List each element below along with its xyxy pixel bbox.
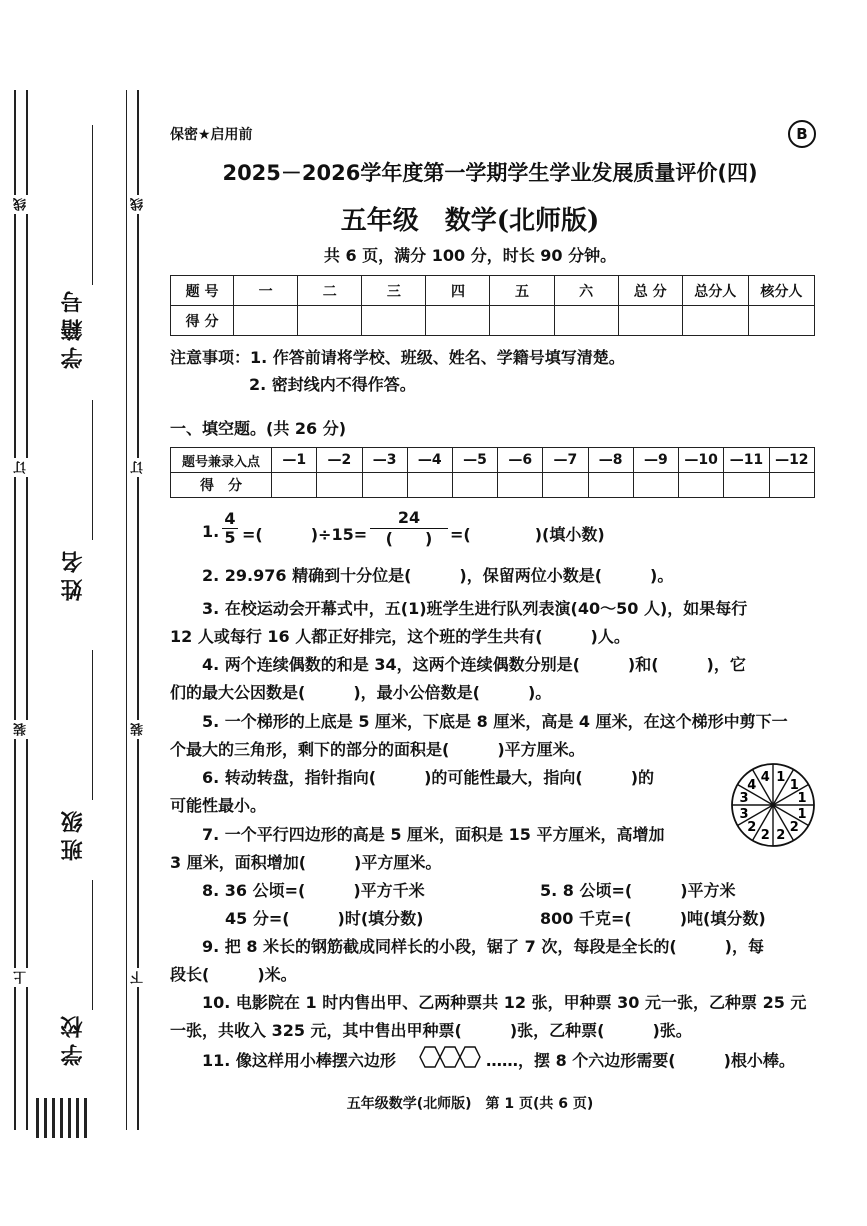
q1-fraction-2 (370, 508, 448, 549)
q1-fraction-den: 5 (222, 528, 238, 547)
score-header-cell: 题 号 (171, 276, 234, 306)
seal-mark-xian-inner: 线 (129, 195, 148, 214)
page-footer: 五年级数学(北师版) 第 1 页(共 6 页) (346, 1096, 594, 1112)
q7-line-2: 3 厘米，面积增加( )平方厘米。 (170, 853, 442, 872)
score-row-label: 得 分 (171, 306, 234, 336)
score-cell[interactable] (298, 306, 362, 336)
score-header-cell: 总 分 (618, 276, 682, 306)
s1-score-cell[interactable] (633, 473, 678, 498)
s1-score-cell[interactable] (724, 473, 769, 498)
score-cell[interactable] (748, 306, 814, 336)
q8-part-c: 45 分=( )时(填分数) (225, 909, 424, 928)
spinner-sector-label: 2 (789, 820, 799, 836)
s1-header-cell: —1 (272, 448, 317, 473)
s1-score-cell[interactable] (678, 473, 723, 498)
seal-mark-xian-outer: 线 (12, 195, 31, 214)
s1-header-cell: —9 (633, 448, 678, 473)
q11-part-a: 11. 像这样用小棒摆六边形 (202, 1051, 396, 1070)
q8-part-a: 8. 36 公顷=( )平方千米 (202, 881, 425, 900)
field-line-name[interactable] (92, 400, 93, 540)
s1-header-cell: —12 (769, 448, 814, 473)
seal-mark-zhuang-inner: 装 (129, 720, 148, 739)
s1-header-cell: —10 (678, 448, 723, 473)
score-cell[interactable] (682, 306, 748, 336)
score-header-cell: 总分人 (682, 276, 748, 306)
score-cell[interactable] (490, 306, 554, 336)
q6-line-2: 可能性最小。 (170, 796, 267, 815)
field-label-name: 姓名 (61, 545, 86, 601)
score-header-cell: 六 (554, 276, 618, 306)
s1-header-cell: 题号兼录入点 (171, 448, 272, 473)
q8-part-b: 5. 8 公顷=( )平方米 (540, 881, 736, 900)
score-header-cell: 二 (298, 276, 362, 306)
q1-fraction-2-num: 24 (397, 508, 421, 527)
s1-score-cell[interactable] (407, 473, 452, 498)
spinner-sector-label: 4 (747, 777, 757, 793)
spinner-sector-label: 1 (797, 806, 807, 822)
spinner-sector-label: 2 (760, 827, 770, 843)
q10-line-2: 一张，共收入 325 元，其中售出甲种票( )张，乙种票( )张。 (170, 1021, 692, 1040)
score-cell[interactable] (362, 306, 426, 336)
version-badge: B (788, 120, 816, 148)
score-cell[interactable] (426, 306, 490, 336)
s1-score-cell[interactable] (769, 473, 814, 498)
q4-line-1: 4. 两个连续偶数的和是 34，这两个连续偶数分别是( )和( )，它 (202, 655, 746, 674)
spinner-sector-label: 2 (747, 820, 757, 836)
seal-mark-zhuang-outer: 装 (12, 720, 31, 739)
score-cell[interactable] (618, 306, 682, 336)
s1-score-cell[interactable] (543, 473, 588, 498)
s1-header-cell: —4 (407, 448, 452, 473)
section-1-table (170, 447, 815, 498)
q7-line-1: 7. 一个平行四边形的高是 5 厘米，面积是 15 平方厘米，高增加 (202, 825, 665, 844)
q4-line-2: 们的最大公因数是( )，最小公倍数是( )。 (170, 683, 552, 702)
field-label-school: 学校 (61, 1010, 86, 1066)
spinner-sector-label: 3 (739, 806, 749, 822)
q10-line-1: 10. 电影院在 1 时内售出甲、乙两种票共 12 张，甲种票 30 元一张，乙种票 25 元 (202, 993, 807, 1012)
field-line-school[interactable] (92, 880, 93, 1010)
s1-score-cell[interactable] (317, 473, 362, 498)
q1-end: =( )(填小数) (450, 525, 605, 544)
q1-fraction-num: 4 (224, 509, 236, 528)
spinner-sector-label: 3 (739, 791, 749, 807)
spinner-wheel (730, 762, 816, 848)
field-line-student-id[interactable] (92, 125, 93, 285)
s1-header-cell: —8 (588, 448, 633, 473)
spinner-sector-label: 1 (789, 777, 799, 793)
q5-line-2: 个最大的三角形，剩下的部分的面积是( )平方厘米。 (170, 740, 585, 759)
q1-fraction-2-den: ( ) (370, 528, 448, 549)
score-header-cell: 五 (490, 276, 554, 306)
score-cell[interactable] (234, 306, 298, 336)
s1-header-cell: —5 (452, 448, 497, 473)
seal-mark-xia: 下 (129, 968, 148, 987)
exam-info: 共 6 页，满分 100 分，时长 90 分钟。 (323, 246, 617, 265)
field-label-class: 班级 (61, 805, 86, 861)
spinner-sector-label: 1 (776, 770, 786, 786)
q9-line-2: 段长( )米。 (170, 965, 297, 984)
q1-middle: =( )÷15= (242, 525, 368, 544)
seal-mark-shang: 上 (12, 968, 31, 987)
s1-score-cell[interactable] (452, 473, 497, 498)
s1-score-cell[interactable] (362, 473, 407, 498)
score-cell[interactable] (554, 306, 618, 336)
score-table (170, 275, 815, 336)
score-header-cell: 四 (426, 276, 490, 306)
hexagon-chain-icon (414, 1044, 484, 1070)
spinner-sector-label: 2 (776, 827, 786, 843)
q11-part-b: ……，摆 8 个六边形需要( )根小棒。 (486, 1051, 795, 1070)
notes-line-1: 注意事项：1. 作答前请将学校、班级、姓名、学籍号填写清楚。 (170, 348, 625, 367)
s1-row-label: 得 分 (171, 473, 272, 498)
q3-line-2: 12 人或每行 16 人都正好排完，这个班的学生共有( )人。 (170, 627, 630, 646)
q1-fraction (222, 510, 238, 547)
exam-title: 2025－2026学年度第一学期学生学业发展质量评价(四) (222, 161, 758, 185)
q6-line-1: 6. 转动转盘，指针指向( )的可能性最大，指向( )的 (202, 768, 655, 787)
score-header-cell: 一 (234, 276, 298, 306)
s1-score-cell[interactable] (272, 473, 317, 498)
spinner-sector-label: 1 (797, 791, 807, 807)
s1-header-cell: —6 (498, 448, 543, 473)
seal-mark-ding-inner: 订 (129, 458, 148, 477)
s1-header-cell: —2 (317, 448, 362, 473)
q9-line-1: 9. 把 8 米长的钢筋截成同样长的小段，锯了 7 次，每段是全长的( )，每 (202, 937, 764, 956)
score-header-cell: 核分人 (748, 276, 814, 306)
s1-score-cell[interactable] (498, 473, 543, 498)
exam-subject: 五年级 数学(北师版) (340, 206, 600, 236)
field-label-student-id: 学籍号 (61, 285, 86, 369)
field-line-class[interactable] (92, 650, 93, 800)
q8-part-d: 800 千克=( )吨(填分数) (540, 909, 766, 928)
s1-header-cell: —7 (543, 448, 588, 473)
q1-prefix: 1. (202, 522, 220, 541)
spinner-sector-label: 4 (760, 770, 770, 786)
notes-line-2: 2. 密封线内不得作答。 (249, 375, 416, 394)
s1-header-cell: —11 (724, 448, 769, 473)
s1-header-cell: —3 (362, 448, 407, 473)
binding-line-inner-2 (126, 90, 127, 1130)
s1-score-cell[interactable] (588, 473, 633, 498)
secret-label: 保密★启用前 (170, 127, 253, 143)
q5-line-1: 5. 一个梯形的上底是 5 厘米，下底是 8 厘米，高是 4 厘米，在这个梯形中剪下一 (202, 712, 788, 731)
section-1-title: 一、填空题。(共 26 分) (170, 419, 347, 438)
q3-line-1: 3. 在校运动会开幕式中，五(1)班学生进行队列表演(40～50 人)，如果每行 (202, 599, 748, 618)
seal-mark-ding-outer: 订 (12, 458, 31, 477)
score-header-cell: 三 (362, 276, 426, 306)
q2: 2. 29.976 精确到十分位是( )，保留两位小数是( )。 (202, 566, 674, 585)
